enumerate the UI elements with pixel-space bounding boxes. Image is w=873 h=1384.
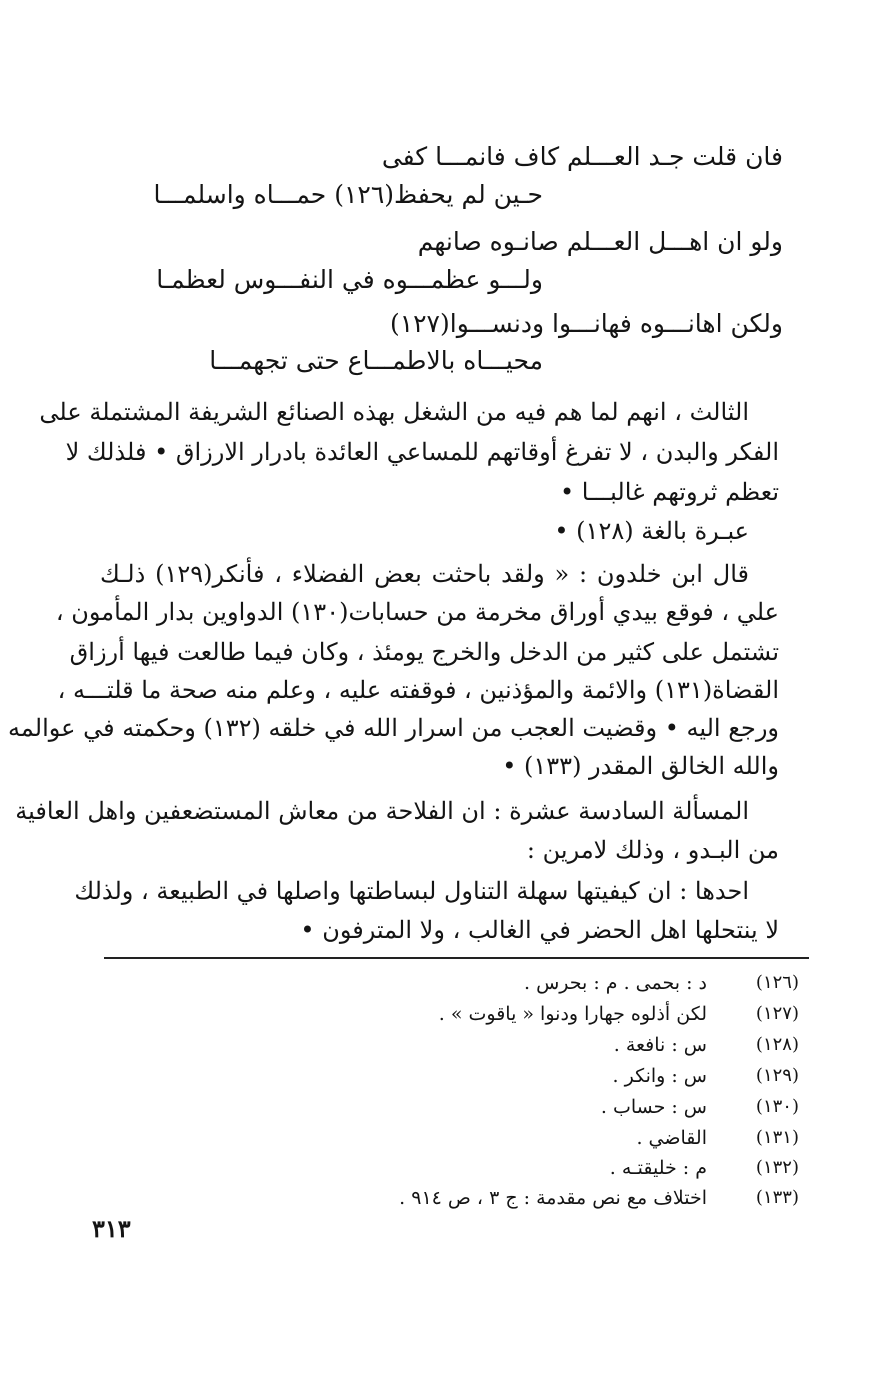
paragraph-line: قال ابن خلدون : « ولقد باحثت بعض الفضلاء ، فأنكر(١٢٩) ذلـك [100,560,749,588]
footnote-number: (١٢٧) [755,1003,799,1024]
footnote-number: (١٣٠) [755,1096,799,1117]
footnote-text: س : نافعة . [613,1034,707,1056]
poem-line: ولكن اهانـــوه فهانـــوا ودنســـوا(١٢٧) [389,309,783,338]
paragraph-line: الفكر والبدن ، لا تفرغ أوقاتهم للمساعي العائدة بادرار الارزاق • فلذلك لا [65,438,779,466]
paragraph-line: لا ينتحلها اهل الحضر في الغالب ، ولا المترفون • [300,916,779,944]
paragraph-line: احدها : ان كيفيتها سهلة التناول لبساطتها واصلها في الطبيعة ، ولذلك [74,877,749,905]
section-heading: عبـرة بالغة (١٢٨) • [554,517,749,545]
footnote-text: م : خليقتـه . [609,1157,707,1179]
footnote-number: (١٢٩) [755,1065,799,1086]
poem-line: ولو ان اهـــل العـــلم صانـوه صانهم [417,227,783,256]
footnote-number: (١٣١) [755,1127,799,1148]
footnote-number: (١٢٨) [755,1034,799,1055]
footnote-text: اختلاف مع نص مقدمة : ج ٣ ، ص ٩١٤ . [399,1187,707,1209]
footnote-text: القاضي . [636,1127,707,1149]
footnote-text: س : حساب . [600,1096,707,1118]
footnote-text: س : وانكر . [612,1065,707,1087]
paragraph-line: تشتمل على كثير من الدخل والخرج يومئذ ، وكان فيما طالعت فيها أرزاق [69,638,779,666]
footnote-text: د : بحمى . م : بحرس . [524,972,707,994]
footnote-divider [104,957,809,959]
page-number: ٣١٣ [92,1214,131,1243]
paragraph-line: الثالث ، انهم لما هم فيه من الشغل بهذه الصنائع الشريفة المشتملة على [39,398,749,426]
paragraph-line: من البـدو ، وذلك لامرين : [526,836,779,864]
poem-line: فان قلت جـد العـــلم كاف فانمـــا كفى [381,142,783,171]
poem-line: حـين لم يحفظ(١٢٦) حمـــاه واسلمـــا [153,180,543,209]
footnote-number: (١٣٢) [755,1157,799,1178]
paragraph-line: تعظم ثروتهم غالبـــا • [559,478,779,506]
footnote-text: لكن أذلوه جهارا ودنوا « ياقوت » . [438,1003,707,1025]
paragraph-line: علي ، فوقع بيدي أوراق مخرمة من حسابات(١٣٠) الدواوين بدار المأمون ، [55,598,779,626]
paragraph-line: القضاة(١٣١) والائمة والمؤذنين ، فوقفته عليه ، وعلم منه صحة ما قلتـــه ، [57,676,779,704]
poem-line: محيـــاه بالاطمـــاع حتى تجهمـــا [209,346,543,375]
paragraph-line: ورجع اليه • وقضيت العجب من اسرار الله في خلقه (١٣٢) وحكمته في عوالمه [8,714,779,742]
paragraph-line: المسألة السادسة عشرة : ان الفلاحة من معاش المستضعفين واهل العافية [15,797,749,825]
footnote-number: (١٢٦) [755,972,799,993]
paragraph-line: والله الخالق المقدر (١٣٣) • [502,752,779,780]
poem-line: ولـــو عظمـــوه في النفـــوس لعظمـا [156,265,543,294]
footnote-number: (١٣٣) [755,1187,799,1208]
